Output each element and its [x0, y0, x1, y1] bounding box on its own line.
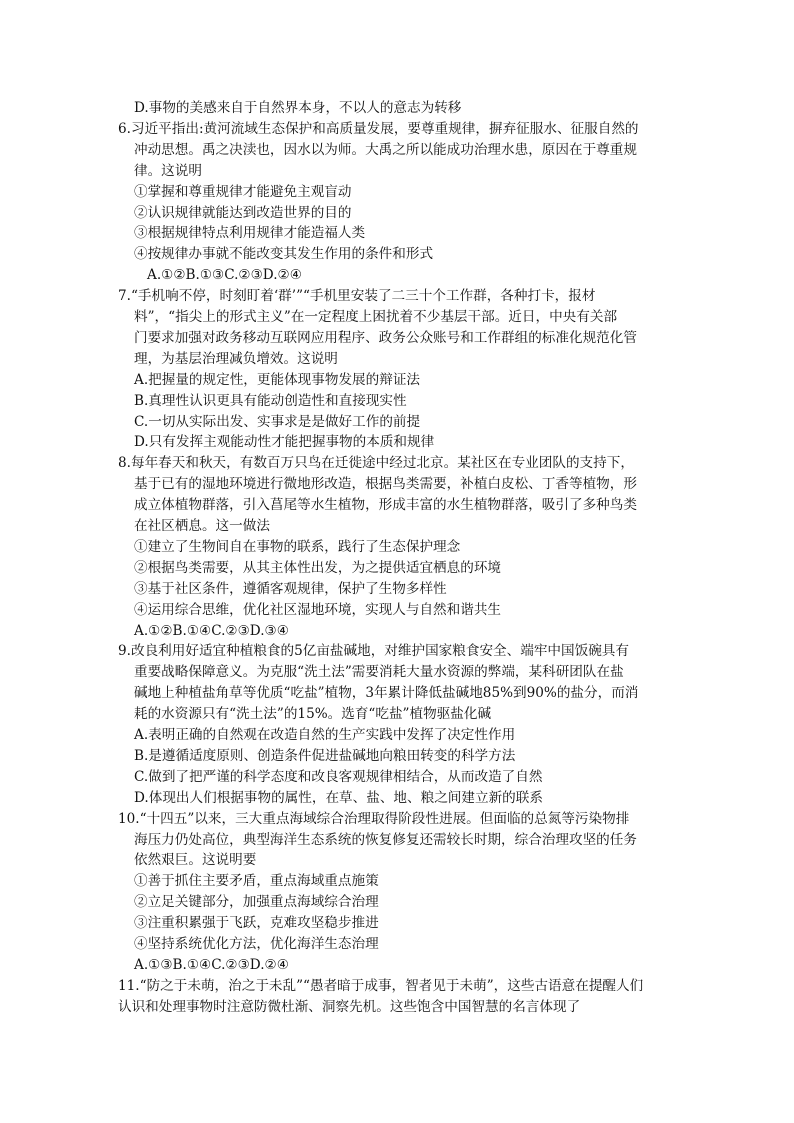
option-line: C.做到了把严谨的科学态度和改良客观规律相结合，从而改造了自然: [134, 768, 543, 785]
text-line: 重要战略保障意义。为克服“洗土法”需要消耗大量水资源的弊端，某科研团队在盐: [134, 664, 624, 681]
statement-line: ①建立了生物间自在事物的联系，践行了生态保护理念: [134, 538, 461, 555]
option-line: B.真理性认识更具有能动创造性和直接现实性: [134, 392, 407, 409]
option-line: A.表明正确的自然观在改造自然的生产实践中发挥了决定性作用: [134, 727, 516, 743]
statement-line: ③根据规律特点利用规律才能造福人类: [134, 225, 366, 242]
option-line: B.是遵循适度原则、创造条件促进盐碱地向粮田转变的科学方法: [134, 747, 516, 764]
answer-options: A.①②B.①③C.②③D.②④: [147, 267, 302, 284]
question-11-stem: 11.“防之于未萌，治之于未乱”“愚者暗于成事，智者见于未萌”，这些古语意在提醒人们: [118, 977, 644, 994]
answer-options: A.①③B.①④C.②③D.②④: [134, 956, 289, 973]
statement-line: ④运用综合思维，优化社区湿地环境，实现人与自然和谐共生: [134, 601, 502, 618]
statement-line: ①善于抓住主要矛盾，重点海域重点施策: [134, 873, 379, 890]
option-line: A.把握量的规定性，更能体现事物发展的辩证法: [134, 371, 421, 388]
text-line: 料”，“指尖上的形式主义”在一定程度上困扰着不少基层干部。近日，中央有关部: [134, 309, 618, 325]
statement-line: ②认识规律就能达到改造世界的目的: [134, 204, 352, 221]
option-line: D.体现出人们根据事物的属性，在草、盐、地、粮之间建立新的联系: [134, 789, 543, 806]
option-line: C.一切从实际出发、实事求是是做好工作的前提: [134, 413, 421, 430]
statement-line: ④坚持系统优化方法，优化海洋生态治理: [134, 936, 379, 952]
option-line: D.只有发挥主观能动性才能把握事物的本质和规律: [134, 434, 435, 451]
question-6-stem: 6.习近平指出:黄河流域生态保护和高质量发展，要尊重规律，摒弃征服水、征服自然的: [118, 120, 639, 137]
question-9-stem: 9.改良利用好适宜种植粮食的5亿亩盐碱地，对维护国家粮食安全、端牢中国饭碗具有: [118, 643, 629, 660]
text-line: 律。这说明: [134, 162, 202, 179]
text-line: 耗的水资源只有“洗土法”的15%。选育“吃盐”植物驱盐化碱: [134, 706, 492, 723]
text-line: 在社区栖息。这一做法: [134, 518, 270, 534]
answer-options: A.①②B.①④C.②③D.③④: [134, 622, 289, 639]
question-10-stem: 10.“十四五”以来，三大重点海域综合治理取得阶段性进展。但面临的总氮等污染物排: [118, 810, 630, 827]
text-line: 认识和处理事物时注意防微杜渐、洞察先机。这些饱含中国智慧的名言体现了: [118, 998, 581, 1015]
statement-line: ①掌握和尊重规律才能避免主观盲动: [134, 183, 352, 200]
text-line: 理，为基层治理减负增效。这说明: [134, 350, 338, 367]
statement-line: ③注重积累强于飞跃，克难攻坚稳步推进: [134, 915, 379, 932]
text-line: 碱地上种植盐角草等优质“吃盐”植物，3年累计降低盐碱地85%到90%的盐分，而消: [134, 685, 639, 702]
text-line: 海压力仍处高位，典型海洋生态系统的恢复修复还需较长时期，综合治理攻坚的任务: [134, 831, 637, 848]
text-line: 门要求加强对政务移动互联网应用程序、政务公众账号和工作群组的标准化规范化管: [134, 329, 637, 346]
statement-line: ②根据鸟类需要，从其主体性出发，为之提供适宜栖息的环境: [134, 559, 502, 576]
text-line: 依然艰巨。这说明要: [134, 852, 257, 869]
statement-line: ③基于社区条件，遵循客观规律，保护了生物多样性: [134, 580, 447, 597]
text-line: D.事物的美感来自于自然界本身，不以人的意志为转移: [134, 100, 462, 116]
text-line: 冲动思想。禹之决渎也，因水以为师。大禹之所以能成功治理水患，原因在于尊重规: [134, 141, 637, 158]
question-8-stem: 8.每年春天和秋天，有数百万只鸟在迁徙途中经过北京。某社区在专业团队的支持下，: [118, 455, 634, 472]
question-7-stem: 7.“手机响不停，时刻盯着‘群’”“手机里安装了二三十个工作群，各种打卡，报材: [118, 288, 596, 305]
text-line: 成立体植物群落，引入菖尾等水生植物，形成丰富的水生植物群落，吸引了多种鸟类: [134, 497, 637, 514]
statement-line: ④按规律办事就不能改变其发生作用的条件和形式: [134, 246, 434, 263]
text-line: 基于已有的湿地环境进行微地形改造，根据鸟类需要，补植白皮松、丁香等植物，形: [134, 476, 637, 493]
statement-line: ②立足关键部分，加强重点海域综合治理: [134, 894, 379, 911]
